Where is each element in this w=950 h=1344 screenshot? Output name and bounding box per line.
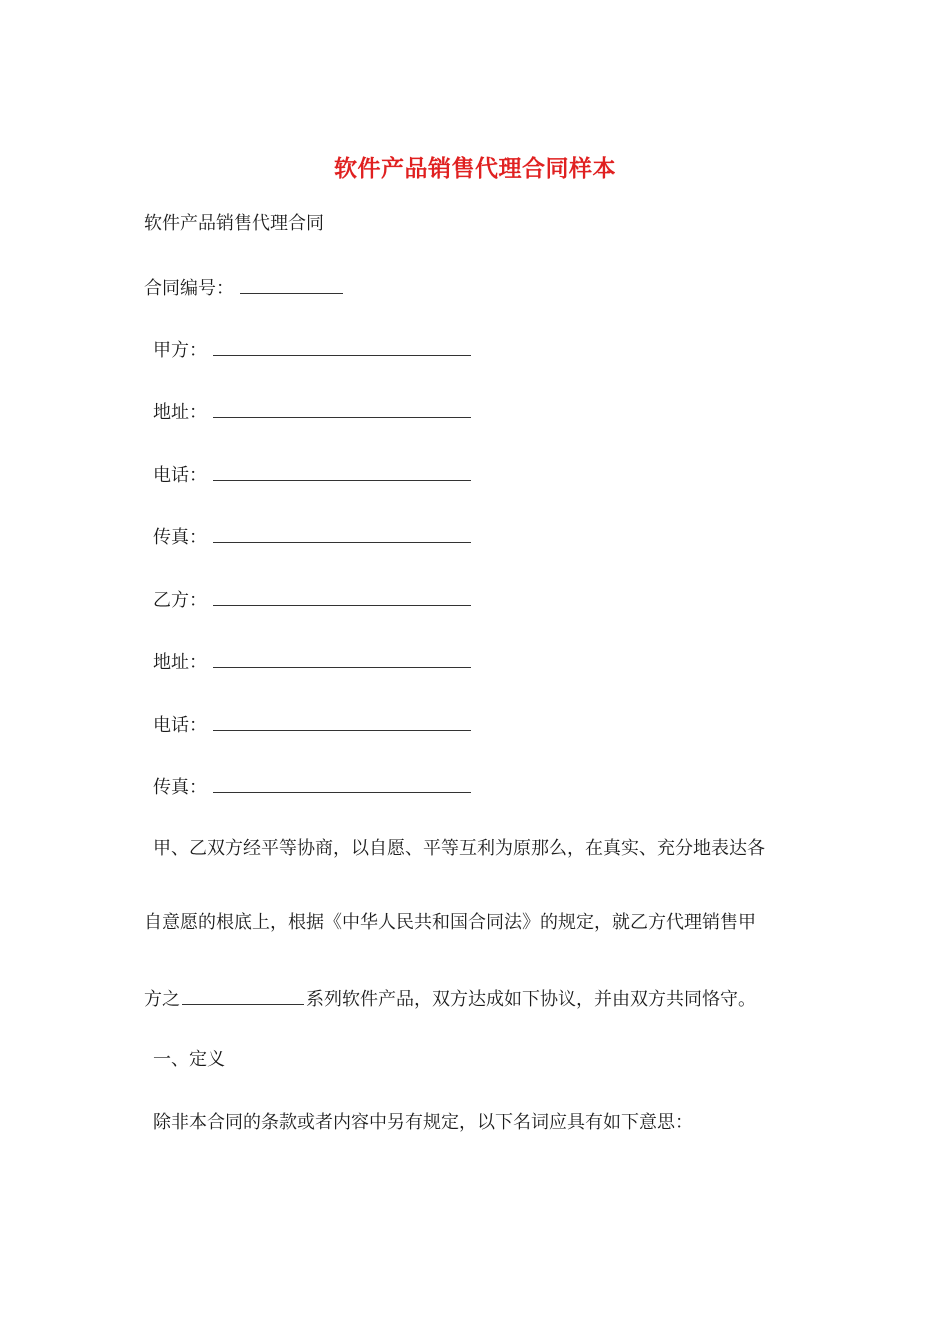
- party-b-fax-row: [153, 774, 471, 800]
- preamble-line-2: 自意愿的根底上，根据《中华人民共和国合同法》的规定，就乙方代理销售甲: [144, 912, 756, 933]
- party-b-fax-blank: [213, 774, 471, 793]
- party-a-fax-blank: [213, 524, 471, 543]
- party-b-phone-label: 电话：: [153, 715, 207, 736]
- contract-number-blank: [240, 275, 343, 294]
- party-a-phone-row: [153, 462, 471, 488]
- party-b-address-row: [153, 649, 471, 675]
- contract-number-label: 合同编号：: [144, 278, 234, 299]
- document-subtitle: 软件产品销售代理合同: [144, 213, 324, 234]
- party-b-address-blank: [213, 649, 471, 668]
- party-a-phone-blank: [213, 462, 471, 481]
- preamble-line-3: [144, 986, 756, 1012]
- party-a-name-row: [153, 337, 471, 363]
- party-a-fax-row: [153, 524, 471, 550]
- party-b-phone-row: [153, 712, 471, 738]
- party-a-address-row: [153, 399, 471, 425]
- party-a-address-label: 地址：: [153, 402, 207, 423]
- party-a-name-label: 甲方：: [153, 340, 207, 361]
- party-b-name-label: 乙方：: [153, 590, 207, 611]
- preamble-line-3-prefix: 方之: [144, 989, 180, 1010]
- contract-number-row: [144, 275, 343, 301]
- party-b-phone-blank: [213, 712, 471, 731]
- party-a-phone-label: 电话：: [153, 465, 207, 486]
- party-a-fax-label: 传真：: [153, 527, 207, 548]
- section-1-text: 除非本合同的条款或者内容中另有规定，以下名词应具有如下意思：: [153, 1112, 693, 1133]
- preamble-line-1: 甲、乙双方经平等协商，以自愿、平等互利为原那么，在真实、充分地表达各: [153, 838, 765, 859]
- party-b-fax-label: 传真：: [153, 777, 207, 798]
- section-1-heading: 一、定义: [153, 1049, 225, 1070]
- party-a-address-blank: [213, 399, 471, 418]
- preamble-line-3-suffix: 系列软件产品，双方达成如下协议，并由双方共同恪守。: [306, 989, 756, 1010]
- product-series-blank: [182, 986, 304, 1005]
- party-b-name-blank: [213, 587, 471, 606]
- party-b-name-row: [153, 587, 471, 613]
- party-b-address-label: 地址：: [153, 652, 207, 673]
- document-title: 软件产品销售代理合同样本: [334, 155, 616, 182]
- party-a-name-blank: [213, 337, 471, 356]
